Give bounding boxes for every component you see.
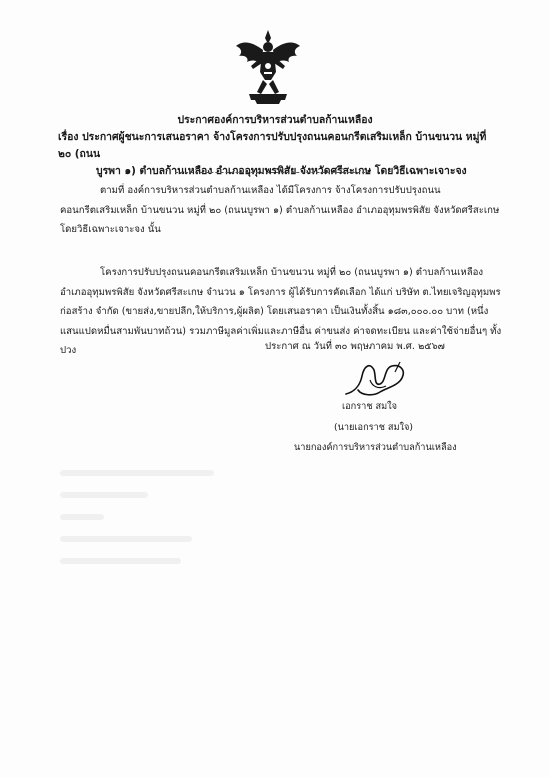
org-announcement-title: ประกาศองค์การบริหารส่วนตำบลก้านเหลือง [177,114,373,126]
reverse-side-bleed-through [60,470,280,590]
announcement-date: ประกาศ ณ วันที่ ๓๐ พฤษภาคม พ.ศ. ๒๕๖๗ [265,341,445,352]
signer-full-name: (นายเอกราช สมใจ) [334,422,413,433]
garuda-emblem-icon [233,28,303,106]
signer-short-name: เอกราช สมใจ [342,401,398,412]
signature-icon [340,356,415,401]
body-paragraph-1: ตามที่ องค์การบริหารส่วนตำบลก้านเหลือง ได้มีโครงการ จ้างโครงการปรับปรุงถนนคอนกรีตเสริมเหล็ก บ้านขนวน หมู่ที่ ๒๐ (ถนนบูรพา ๑) ตำบลก้านเหลือง อำเภออุทุมพรพิสัย จังหวัดศรีสะเกษ โดยวิธีเฉพาะเจาะจง นั้น [60,185,500,235]
subject-line-1: เรื่อง ประกาศผู้ชนะการเสนอราคา จ้างโครงการปรับปรุงถนนคอนกรีตเสริมเหล็ก บ้านขนวน หมู่ที่ ๒๐ (ถนน [58,131,487,160]
signer-title: นายกองค์การบริหารส่วนตำบลก้านเหลือง [294,442,457,453]
body-paragraph-2: โครงการปรับปรุงถนนคอนกรีตเสริมเหล็ก บ้านขนวน หมู่ที่ ๒๐ (ถนนบูรพา ๑) ตำบลก้านเหลือง อำเภออุทุมพรพิสัย จังหวัดศรีสะเกษ จำนวน ๑ โครงการ ผู้ได้รับการคัดเลือก ได้แก่ บริษัท ต.ไทยเจริญอุทุมพรก่อสร้าง จำกัด (ขายส่ง,ขายปลีก,ให้บริการ,ผู้ผลิต) โดยเสนอราคา เป็นเงินทั้งสิ้น ๑๘๓,๐๐๐.๐๐ บาท (หนึ่งแสนแปดหมื่นสามพันบาทถ้วน) รวมภาษีมูลค่าเพิ่มและภาษีอื่น ค่าขนส่ง ค่าจดทะเบียน และค่าใช้จ่ายอื่นๆ ทั้งปวง [60,267,502,356]
dashed-divider [175,172,370,173]
subject-line-2: บูรพา ๑) ตำบลก้านเหลือง อำเภออุทุมพรพิสัย จังหวัดศรีสะเกษ โดยวิธีเฉพาะเจาะจง [96,165,467,177]
